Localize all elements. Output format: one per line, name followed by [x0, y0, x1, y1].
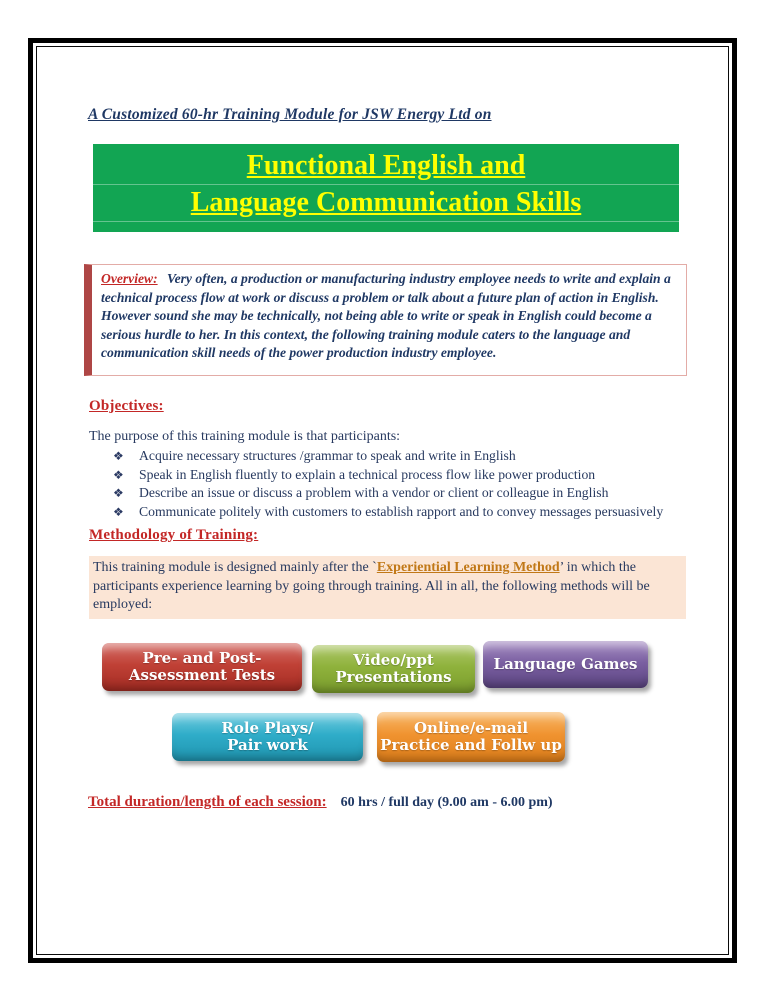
overview-body-text: Very often, a production or manufacturing industry employee needs to write and explain a technical process flow at work or discuss a problem or talk about a future plan of action in English. However sound she may be technically, not being able to write or speak in English could become a serious hurdle to her. In this context, the following training module caters to the language and communication skill needs of the power production industry employee. [101, 271, 671, 361]
diamond-bullet-icon: ❖ [113, 467, 124, 482]
diamond-bullet-icon: ❖ [113, 449, 124, 463]
method-box-label: Role Plays/ [221, 719, 314, 737]
method-box-label: Language Games [493, 655, 638, 673]
objective-item [113, 484, 663, 503]
methodology-text-after: ’ in which the participants experience learning by going through training. All in all, the following methods will be employed: [93, 560, 650, 613]
objectives-bullet-list [113, 447, 663, 521]
objective-text: Acquire necessary structures /grammar to speak and write in English [139, 448, 516, 463]
experiential-learning-method-emphasis: Experiential Learning Method [376, 560, 560, 575]
method-box-language-games [483, 641, 648, 688]
objective-item [113, 447, 663, 466]
methodology-paragraph [89, 556, 686, 619]
method-box-label: Video/ppt [353, 651, 434, 669]
session-duration-line [88, 793, 553, 811]
objectives-heading: Objectives: [89, 398, 164, 414]
method-box-label: Pre- and Post- [142, 649, 262, 667]
title-line-1: Functional English and [246, 150, 526, 181]
method-box-video-ppt [312, 645, 475, 693]
duration-value: 60 hrs / full day (9.00 am - 6.00 pm) [340, 795, 553, 810]
overview-label: Overview: [101, 271, 158, 286]
overview-paragraph [101, 270, 678, 363]
method-box-label: Online/e-mail [413, 719, 529, 737]
methodology-heading: Methodology of Training: [89, 527, 259, 543]
objective-item [113, 466, 663, 485]
method-box-online-practice [377, 712, 565, 762]
objective-text: Describe an issue or discuss a problem with a vendor or client or colleague in English [139, 485, 609, 501]
objectives-intro: The purpose of this training module is that participants: [89, 429, 401, 444]
diamond-bullet-icon: ❖ [113, 486, 124, 501]
banner-row-divider [93, 184, 679, 185]
objective-text: Speak in English fluently to explain a technical process flow like power production [139, 466, 596, 482]
title-line-2: Language Communication Skills [190, 187, 582, 218]
diamond-bullet-icon: ❖ [113, 504, 124, 519]
method-box-role-plays [172, 713, 363, 761]
title-banner [93, 144, 679, 232]
duration-label: Total duration/length of each session: [88, 794, 327, 810]
method-box-label: Pair work [227, 736, 308, 754]
methodology-text-before: This training module is designed mainly after the ` [93, 560, 377, 575]
doc-subject-note: A Customized 60-hr Training Module for JSW Energy Ltd on [88, 106, 492, 123]
method-box-label: Assessment Tests [128, 666, 276, 684]
banner-row-divider [93, 221, 679, 222]
objective-item [113, 503, 663, 522]
method-box-label: Presentations [335, 668, 452, 686]
overview-box [84, 264, 687, 376]
method-box-label: Practice and Follw up [380, 736, 562, 754]
method-box-assessment-tests [102, 643, 302, 691]
objective-text: Communicate politely with customers to establish rapport and to convey messages persuasively [139, 503, 664, 519]
